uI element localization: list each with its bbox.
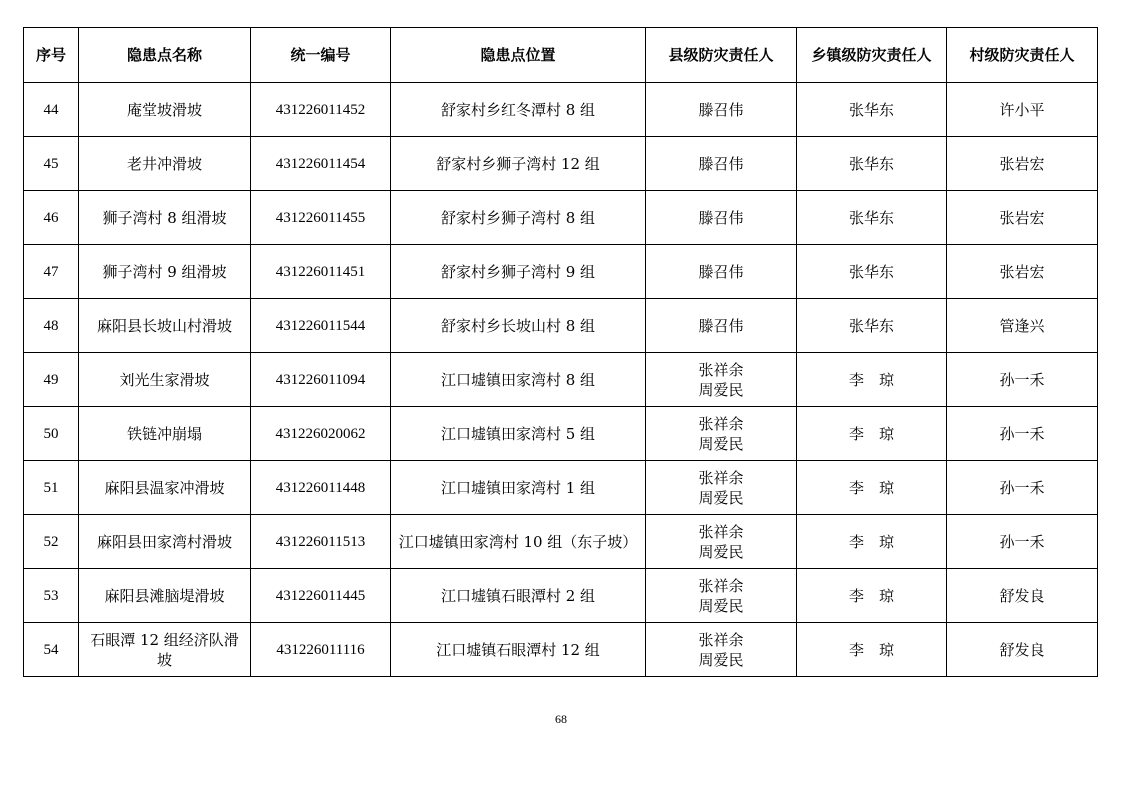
cell-village-responsible: 舒发良 [947, 623, 1098, 677]
cell-town-responsible: 李 琼 [797, 569, 947, 623]
cell-town-responsible: 张华东 [797, 299, 947, 353]
header-location: 隐患点位置 [391, 28, 646, 83]
county-person: 张祥余 [698, 522, 744, 541]
table-row [24, 245, 1098, 299]
cell-code: 431226011094 [251, 353, 391, 407]
cell-no: 53 [24, 569, 79, 623]
cell-name [79, 569, 251, 623]
county-person: 周爱民 [698, 542, 744, 561]
cell-county-responsible [646, 299, 797, 353]
county-person: 周爱民 [698, 650, 744, 669]
cell-no: 51 [24, 461, 79, 515]
cell-county-responsible [646, 83, 797, 137]
table-header-row [24, 28, 1098, 83]
cell-name-line: 铁链冲崩塌 [126, 424, 202, 443]
cell-town-responsible: 张华东 [797, 191, 947, 245]
cell-name [79, 191, 251, 245]
county-person: 周爱民 [698, 434, 744, 453]
county-person: 张祥余 [698, 576, 744, 595]
cell-county-responsible [646, 623, 797, 677]
table-row [24, 191, 1098, 245]
cell-code: 431226011448 [251, 461, 391, 515]
county-person: 张祥余 [698, 630, 744, 649]
county-person: 周爱民 [698, 488, 744, 507]
cell-county-responsible [646, 569, 797, 623]
cell-code: 431226011513 [251, 515, 391, 569]
cell-county-responsible [646, 407, 797, 461]
cell-no: 49 [24, 353, 79, 407]
cell-location: 江口墟镇石眼潭村 2 组 [391, 569, 646, 623]
cell-county-responsible [646, 353, 797, 407]
cell-name-line: 麻阳县田家湾村滑坡 [96, 532, 232, 551]
cell-location: 舒家村乡狮子湾村 9 组 [391, 245, 646, 299]
cell-town-responsible: 李 琼 [797, 353, 947, 407]
cell-location: 舒家村乡红冬潭村 8 组 [391, 83, 646, 137]
cell-no: 48 [24, 299, 79, 353]
cell-name [79, 515, 251, 569]
header-village-responsible: 村级防灾责任人 [947, 28, 1098, 83]
cell-name-line: 石眼潭 12 组经济队滑 [90, 630, 239, 649]
cell-location: 江口墟镇田家湾村 10 组（东子坡） [391, 515, 646, 569]
cell-name [79, 299, 251, 353]
cell-village-responsible: 管逢兴 [947, 299, 1098, 353]
cell-name-line: 麻阳县滩脑堤滑坡 [104, 586, 225, 605]
cell-county-responsible [646, 245, 797, 299]
cell-name [79, 461, 251, 515]
cell-no: 54 [24, 623, 79, 677]
cell-town-responsible: 李 琼 [797, 407, 947, 461]
cell-name-line: 麻阳县长坡山村滑坡 [96, 316, 232, 335]
table-row [24, 461, 1098, 515]
hazard-table [23, 27, 1098, 677]
cell-code: 431226011451 [251, 245, 391, 299]
county-person: 周爱民 [698, 380, 744, 399]
cell-code: 431226011454 [251, 137, 391, 191]
cell-county-responsible [646, 137, 797, 191]
cell-village-responsible: 孙一禾 [947, 515, 1098, 569]
cell-county-responsible [646, 461, 797, 515]
cell-name-line: 庵堂坡滑坡 [126, 100, 202, 119]
cell-code: 431226020062 [251, 407, 391, 461]
cell-name-line: 坡 [156, 650, 172, 669]
cell-no: 44 [24, 83, 79, 137]
cell-name-line: 麻阳县温家冲滑坡 [104, 478, 225, 497]
cell-town-responsible: 张华东 [797, 245, 947, 299]
cell-name [79, 245, 251, 299]
cell-town-responsible: 李 琼 [797, 461, 947, 515]
table-row [24, 299, 1098, 353]
cell-code: 431226011116 [251, 623, 391, 677]
cell-code: 431226011445 [251, 569, 391, 623]
cell-name-line: 狮子湾村 8 组滑坡 [102, 208, 227, 227]
cell-no: 47 [24, 245, 79, 299]
cell-town-responsible: 李 琼 [797, 623, 947, 677]
cell-code: 431226011452 [251, 83, 391, 137]
cell-no: 46 [24, 191, 79, 245]
header-name: 隐患点名称 [79, 28, 251, 83]
cell-name-line: 狮子湾村 9 组滑坡 [102, 262, 227, 281]
table-row [24, 515, 1098, 569]
cell-county-responsible [646, 191, 797, 245]
county-person: 张祥余 [698, 414, 744, 433]
county-person: 滕召伟 [698, 208, 744, 227]
table-row [24, 569, 1098, 623]
cell-name [79, 83, 251, 137]
county-person: 周爱民 [698, 596, 744, 615]
cell-location: 江口墟镇石眼潭村 12 组 [391, 623, 646, 677]
header-county-responsible: 县级防灾责任人 [646, 28, 797, 83]
cell-code: 431226011455 [251, 191, 391, 245]
cell-no: 50 [24, 407, 79, 461]
cell-village-responsible: 孙一禾 [947, 353, 1098, 407]
cell-location: 江口墟镇田家湾村 8 组 [391, 353, 646, 407]
cell-name-line: 老井冲滑坡 [126, 154, 202, 173]
cell-name [79, 353, 251, 407]
cell-no: 52 [24, 515, 79, 569]
county-person: 滕召伟 [698, 154, 744, 173]
table-row [24, 137, 1098, 191]
cell-no: 45 [24, 137, 79, 191]
county-person: 张祥余 [698, 360, 744, 379]
county-person: 滕召伟 [698, 262, 744, 281]
cell-county-responsible [646, 515, 797, 569]
cell-name [79, 623, 251, 677]
table-row [24, 407, 1098, 461]
cell-village-responsible: 孙一禾 [947, 461, 1098, 515]
cell-town-responsible: 李 琼 [797, 515, 947, 569]
county-person: 滕召伟 [698, 316, 744, 335]
cell-village-responsible: 许小平 [947, 83, 1098, 137]
cell-village-responsible: 张岩宏 [947, 191, 1098, 245]
cell-location: 舒家村乡狮子湾村 12 组 [391, 137, 646, 191]
table-row [24, 353, 1098, 407]
cell-town-responsible: 张华东 [797, 83, 947, 137]
cell-name [79, 407, 251, 461]
cell-code: 431226011544 [251, 299, 391, 353]
header-no: 序号 [24, 28, 79, 83]
county-person: 张祥余 [698, 468, 744, 487]
cell-town-responsible: 张华东 [797, 137, 947, 191]
header-town-responsible: 乡镇级防灾责任人 [797, 28, 947, 83]
cell-location: 舒家村乡狮子湾村 8 组 [391, 191, 646, 245]
header-code: 统一编号 [251, 28, 391, 83]
cell-location: 舒家村乡长坡山村 8 组 [391, 299, 646, 353]
table-row [24, 83, 1098, 137]
cell-village-responsible: 孙一禾 [947, 407, 1098, 461]
cell-location: 江口墟镇田家湾村 1 组 [391, 461, 646, 515]
cell-location: 江口墟镇田家湾村 5 组 [391, 407, 646, 461]
cell-village-responsible: 张岩宏 [947, 245, 1098, 299]
cell-village-responsible: 舒发良 [947, 569, 1098, 623]
table-row [24, 623, 1098, 677]
cell-name [79, 137, 251, 191]
cell-village-responsible: 张岩宏 [947, 137, 1098, 191]
cell-name-line: 刘光生家滑坡 [119, 370, 210, 389]
page-number: 68 [555, 712, 567, 726]
county-person: 滕召伟 [698, 100, 744, 119]
